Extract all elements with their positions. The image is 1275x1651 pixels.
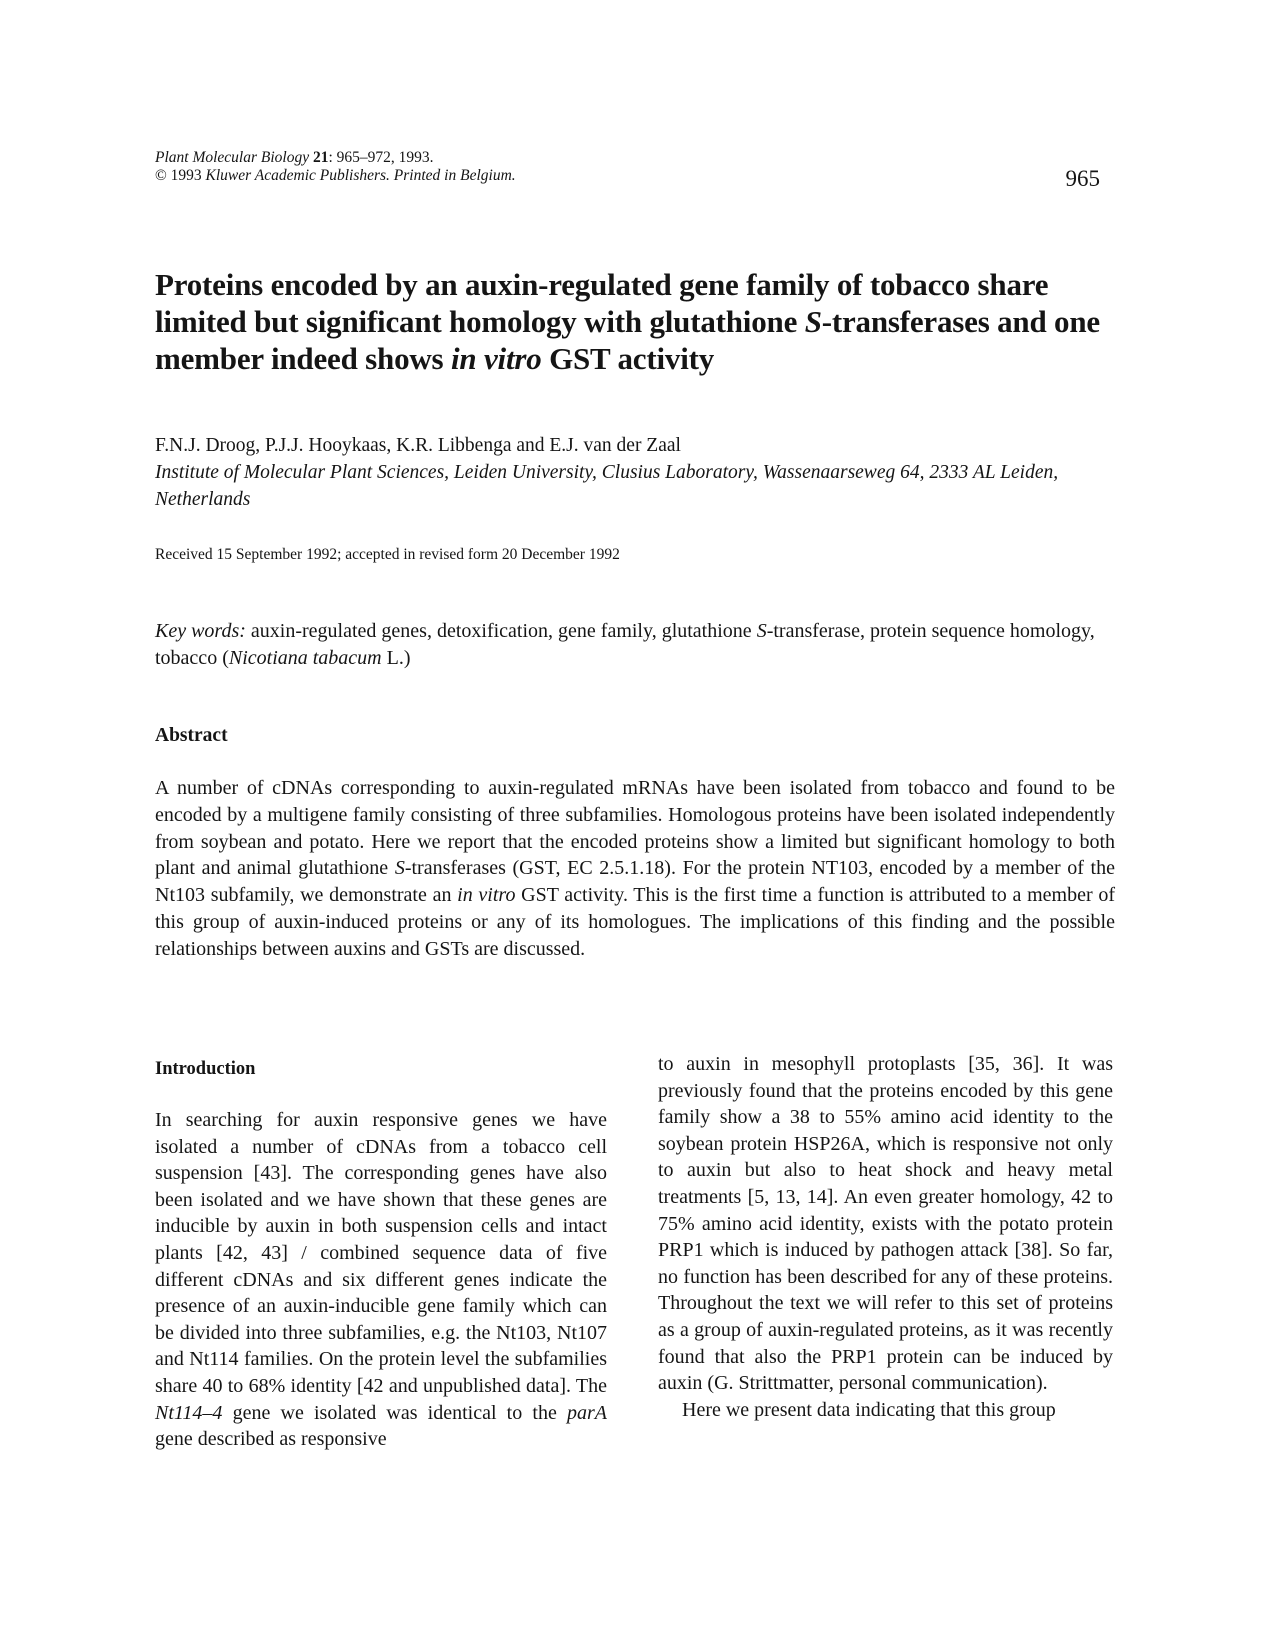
intro-left-part1: In searching for auxin responsive genes we have isolated a number of cDNAs from a tobacco cell suspension [43]. The corresponding genes have also been isolated and we have shown that these genes are inducible by auxin in both suspension cells and intact plants [42, 43] / combined sequence data of five different cDNAs and six different genes indicate the presence of an auxin-inducible gene family which can be divided into three subfamilies, e.g. the Nt103, Nt107 and Nt114 families. On the protein level the subfamilies share 40 to 68% identity [42 and unpublished data]. The	[155, 1109, 607, 1397]
journal-name: Plant Molecular Biology	[155, 149, 310, 166]
abstract-in-vitro: in vitro	[457, 884, 516, 907]
received-dates: Received 15 September 1992; accepted in revised form 20 December 1992	[155, 546, 620, 563]
introduction-paragraph-1	[155, 1107, 607, 1453]
abstract-part2: -transferases (GST, EC 2.5.1.18). For the protein NT103, encoded by a member of the Nt103 subfamily, we demonstrate an	[155, 857, 1115, 907]
page-number: 965	[1065, 166, 1100, 191]
title-part2: -transferases and one member indeed shows	[155, 304, 1100, 376]
intro-gene-italic: Nt114–4	[155, 1401, 223, 1424]
abstract-part1: A number of cDNAs corresponding to auxin-regulated mRNAs have been isolated from tobacco and found to be encoded by a multigene family consisting of three subfamilies. Homologous proteins have been isolated independently from soybean and potato. Here we report that the encoded proteins show a limited but significant homology to both plant and animal glutathione	[155, 777, 1115, 880]
abstract-part3: GST activity. This is the first time a function is attributed to a member of this group of auxin-induced proteins or any of its homologues. The implications of this finding and the possible relationships between auxins and GSTs are discussed.	[155, 884, 1115, 960]
keywords-part1: auxin-regulated genes, detoxification, gene family, glutathione	[245, 620, 757, 642]
journal-citation	[155, 149, 516, 167]
copyright-line	[155, 167, 516, 185]
abstract-text	[155, 775, 1115, 963]
title-s-italic: S	[804, 304, 822, 339]
keywords-part2: -transferase, protein sequence homology, tobacco (	[155, 620, 1095, 669]
journal-volume: 21	[312, 149, 329, 166]
authors: F.N.J. Droog, P.J.J. Hooykaas, K.R. Libbenga and E.J. van der Zaal	[155, 435, 681, 456]
journal-header	[155, 149, 516, 185]
introduction-paragraph-1-cont: to auxin in mesophyll protoplasts [35, 36]. It was previously found that the proteins encoded by this gene family show a 38 to 55% amino acid identity to the soybean protein HSP26A, which is responsive not only to auxin but also to heat shock and heavy metal treatments [5, 13, 14]. An even greater homology, 42 to 75% amino acid identity, exists with the potato protein PRP1 which is induced by pathogen attack [38]. So far, no function has been described for any of these proteins. Throughout the text we will refer to this set of proteins as a group of auxin-regulated proteins, as it was recently found that also the PRP1 protein can be induced by auxin (G. Strittmatter, personal communication).	[658, 1053, 1113, 1395]
intro-left-part3: gene described as responsive	[155, 1428, 387, 1451]
article-title	[155, 266, 1115, 377]
intro-para-italic: parA	[567, 1401, 607, 1424]
introduction-paragraph-2: Here we present data indicating that this group	[682, 1398, 1056, 1421]
keywords-s-italic: S	[756, 620, 767, 642]
left-column	[155, 1057, 607, 1453]
abstract-heading: Abstract	[155, 725, 228, 746]
intro-left-part2: gene we isolated was identical to the	[222, 1401, 567, 1424]
keywords-label: Key words:	[155, 620, 246, 642]
copyright-publisher: Kluwer Academic Publishers. Printed in Belgium.	[205, 167, 516, 184]
affiliation: Institute of Molecular Plant Sciences, Leiden University, Clusius Laboratory, Wassenaarseweg 64, 2333 AL Leiden, Netherlands	[155, 462, 1059, 510]
journal-pages-year: : 965–972, 1993.	[328, 149, 434, 166]
introduction-heading: Introduction	[155, 1059, 256, 1079]
keywords	[155, 618, 1115, 672]
abstract-s-italic: S	[394, 857, 405, 880]
keywords-part3: L.)	[381, 647, 411, 669]
title-part3: GST activity	[541, 341, 715, 376]
title-part1: Proteins encoded by an auxin-regulated gene family of tobacco share limited but significant homology with glutathione	[155, 267, 1049, 339]
title-in-vitro: in vitro	[450, 341, 542, 376]
keywords-species: Nicotiana tabacum	[228, 647, 382, 669]
right-column	[658, 1053, 1113, 1423]
copyright-prefix: © 1993	[155, 167, 206, 184]
